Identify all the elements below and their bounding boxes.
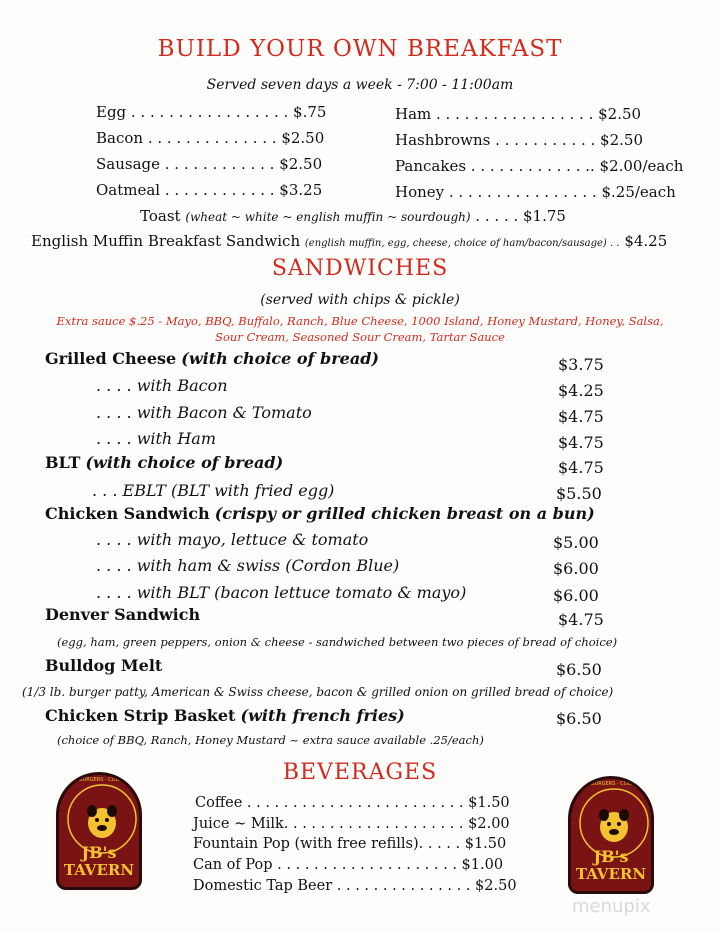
item-name: . . . EBLT (BLT with fried egg)	[92, 481, 335, 500]
list-item: Hashbrowns . . . . . . . . . . . $2.50	[395, 131, 643, 149]
sandwiches-title: SANDWICHES	[271, 256, 449, 281]
logo-arc-text: GREAT BURGERS · COLD BEER	[60, 777, 138, 783]
logo-name-line2: TAVERN	[63, 861, 135, 879]
breakfast-served: Served seven days a week - 7:00 - 11:00am	[206, 77, 514, 93]
item-price: $6.00	[553, 586, 599, 605]
item-description: (egg, ham, green peppers, onion & cheese - sandwiched between two pieces of bread of choice)	[57, 635, 618, 649]
item-name: Grilled Cheese	[45, 349, 177, 368]
list-item: Pancakes . . . . . . . . . . . . .. $2.00/each	[395, 157, 684, 175]
jbs-tavern-logo-right	[568, 776, 654, 894]
toast-price: . . . . . $1.75	[475, 207, 566, 225]
item-name: . . . . with ham & swiss (Cordon Blue)	[96, 556, 400, 575]
toast-detail: (wheat ~ white ~ english muffin ~ sourdough)	[185, 210, 471, 224]
list-item: Fountain Pop (with free refills). . . . . $1.50	[193, 836, 507, 852]
item-price: $6.00	[553, 559, 599, 578]
menu-item	[45, 453, 283, 472]
item-note: (with choice of bread)	[181, 349, 379, 368]
item-description: (1/3 lb. burger patty, American & Swiss cheese, bacon & grilled onion on grilled bread of choice)	[22, 685, 614, 699]
logo-arc-text: GREAT BURGERS · COLD BEER	[572, 781, 650, 787]
list-item: Can of Pop . . . . . . . . . . . . . . . . . . . . $1.00	[193, 857, 504, 873]
muffin-sandwich-row	[31, 232, 667, 250]
toast-name: Toast	[140, 207, 181, 225]
jbs-tavern-logo-left	[56, 772, 142, 890]
muffin-sandwich-detail: (english muffin, egg, cheese, choice of ham/bacon/sausage) . .	[304, 238, 620, 249]
item-price: $5.50	[556, 484, 602, 503]
logo-name-line2: TAVERN	[575, 865, 647, 883]
muffin-sandwich-name: English Muffin Breakfast Sandwich	[31, 232, 301, 250]
item-name: . . . . with mayo, lettuce & tomato	[96, 530, 369, 549]
breakfast-title: BUILD YOUR OWN BREAKFAST	[157, 36, 563, 62]
item-note: (with choice of bread)	[85, 453, 284, 472]
watermark: menupix	[572, 896, 651, 917]
item-price: $4.75	[558, 610, 604, 629]
menu-item	[45, 706, 405, 725]
item-price: $4.75	[558, 433, 604, 452]
item-description: (choice of BBQ, Ranch, Honey Mustard ~ extra sauce available .25/each)	[57, 733, 484, 747]
list-item: Domestic Tap Beer . . . . . . . . . . . . . . . $2.50	[193, 878, 517, 894]
item-name: . . . . with BLT (bacon lettuce tomato & mayo)	[96, 583, 467, 602]
item-name: Denver Sandwich	[45, 605, 201, 624]
item-note: (with french fries)	[240, 706, 405, 725]
item-price: $6.50	[556, 660, 602, 679]
list-item: Oatmeal . . . . . . . . . . . . $3.25	[96, 181, 323, 199]
item-note: (crispy or grilled chicken breast on a bun)	[214, 504, 595, 523]
item-price: $4.25	[558, 381, 604, 400]
item-price: $5.00	[553, 533, 599, 552]
list-item: Sausage . . . . . . . . . . . . $2.50	[96, 155, 323, 173]
list-item: Coffee . . . . . . . . . . . . . . . . . . . . . . . . $1.50	[195, 795, 510, 811]
item-name: Bulldog Melt	[45, 656, 163, 675]
item-price: $4.75	[558, 458, 604, 477]
extra-sauce-line2: Sour Cream, Seasoned Sour Cream, Tartar Sauce	[215, 330, 505, 344]
muffin-sandwich-price: $4.25	[624, 232, 668, 250]
list-item: Ham . . . . . . . . . . . . . . . . . $2.50	[395, 105, 642, 123]
item-name: . . . . with Bacon	[96, 376, 228, 395]
item-name: BLT	[45, 453, 81, 472]
logo-name-line1: JB's	[81, 843, 117, 862]
toast-row	[140, 207, 566, 225]
list-item: Egg . . . . . . . . . . . . . . . . . $.75	[96, 103, 327, 121]
item-name: Chicken Strip Basket	[45, 706, 236, 725]
list-item: Bacon . . . . . . . . . . . . . . $2.50	[96, 129, 325, 147]
item-name: . . . . with Bacon & Tomato	[96, 403, 312, 422]
item-price: $6.50	[556, 709, 602, 728]
item-price: $4.75	[558, 407, 604, 426]
list-item: Juice ~ Milk. . . . . . . . . . . . . . . . . . . . $2.00	[193, 816, 510, 832]
extra-sauce-line1: Extra sauce $.25 - Mayo, BBQ, Buffalo, Ranch, Blue Cheese, 1000 Island, Honey Mustard, Honey, Salsa,	[56, 314, 664, 328]
sandwiches-served: (served with chips & pickle)	[260, 292, 460, 308]
logo-name-line1: JB's	[593, 847, 629, 866]
menu-item	[45, 504, 595, 523]
list-item: Honey . . . . . . . . . . . . . . . . $.25/each	[395, 183, 676, 201]
item-price: $3.75	[558, 355, 604, 374]
item-name: Chicken Sandwich	[45, 504, 210, 523]
beverages-title: BEVERAGES	[282, 760, 438, 785]
menu-item	[45, 349, 379, 368]
item-name: . . . . with Ham	[96, 429, 216, 448]
